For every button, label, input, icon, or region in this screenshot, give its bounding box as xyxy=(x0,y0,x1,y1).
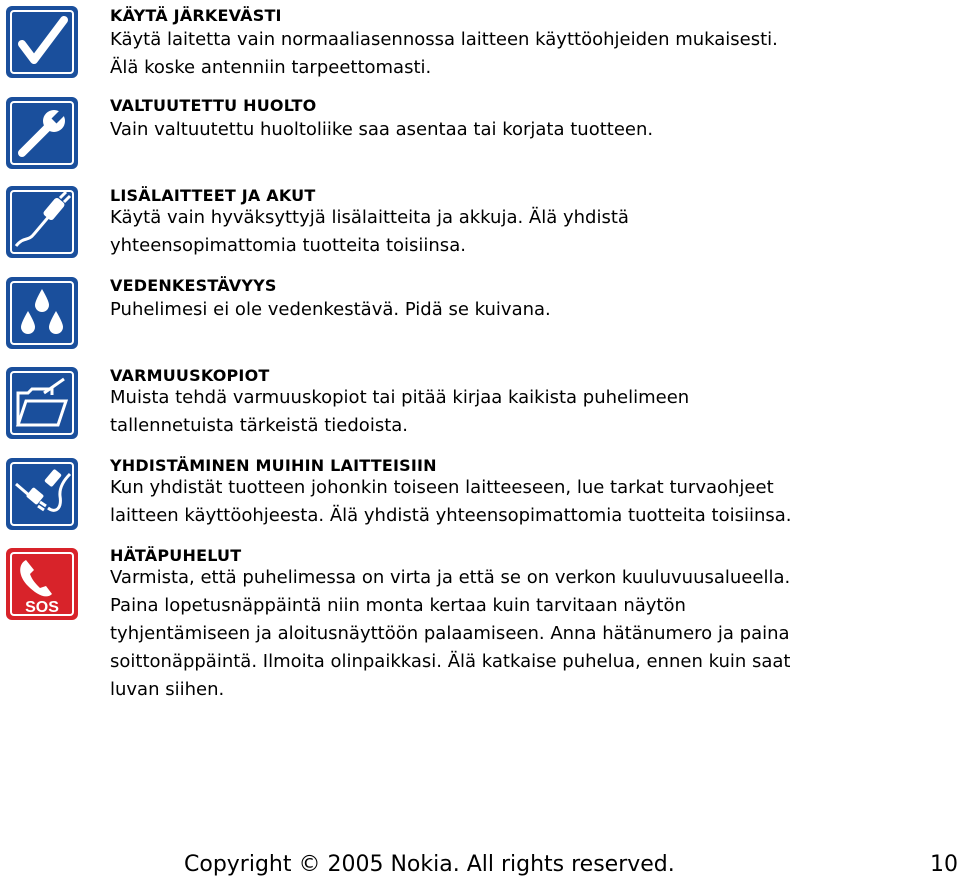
page-number: 10 xyxy=(930,852,958,877)
section-text: Kun yhdistät tuotteen johonkin toiseen laitteeseen, lue tarkat turvaohjeet laitteen käyttöohjeesta. Älä yhdistä yhteensopimattomia tuotteita toisiinsa. xyxy=(110,477,792,526)
checkmark-icon xyxy=(4,4,80,80)
section-title: VEDENKESTÄVYYS xyxy=(110,276,277,295)
section-text: Puhelimesi ei ole vedenkestävä. Pidä se kuivana. xyxy=(110,299,551,320)
section-text: Vain valtuutettu huoltoliike saa asentaa tai korjata tuotteen. xyxy=(110,119,654,140)
backup-folder-icon xyxy=(4,365,80,441)
sos-label: SOS xyxy=(25,599,59,616)
section-text: Muista tehdä varmuuskopiot tai pitää kirjaa kaikista puhelimeen tallennetuista tärkeistä tiedoista. xyxy=(110,387,690,436)
section-title: KÄYTÄ JÄRKEVÄSTI xyxy=(110,6,282,25)
water-drops-icon xyxy=(4,275,80,351)
section-title: YHDISTÄMINEN MUIHIN LAITTEISIIN xyxy=(110,456,437,475)
section-text: Varmista, että puhelimessa on virta ja että se on verkon kuuluvuusalueella. Paina lopetusnäppäintä niin monta kertaa kuin tarvitaan näytön tyhjentämiseen ja aloitusnäyttöön palaamiseen. Anna hätänumero ja paina soittonäppäintä. Ilmoita olinpaikkasi. Älä katkaise puhelua, ennen kuin saat luvan siihen. xyxy=(110,567,791,700)
section-title: LISÄLAITTEET JA AKUT xyxy=(110,186,316,205)
plug-connect-icon xyxy=(4,456,80,532)
section-title: VARMUUSKOPIOT xyxy=(110,366,270,385)
section-text: Käytä vain hyväksyttyjä lisälaitteita ja akkuja. Älä yhdistä yhteensopimattomia tuotteita toisiinsa. xyxy=(110,207,629,256)
section-text: Käytä laitetta vain normaaliasennossa laitteen käyttöohjeiden mukaisesti. Älä koske antenniin tarpeettomasti. xyxy=(110,29,778,78)
wrench-icon xyxy=(4,95,80,171)
emergency-sos-icon xyxy=(4,546,80,622)
section-title: HÄTÄPUHELUT xyxy=(110,546,242,565)
copyright-footer: Copyright © 2005 Nokia. All rights reserved. xyxy=(184,852,675,877)
accessory-cable-icon xyxy=(4,184,80,260)
section-title: VALTUUTETTU HUOLTO xyxy=(110,96,317,115)
